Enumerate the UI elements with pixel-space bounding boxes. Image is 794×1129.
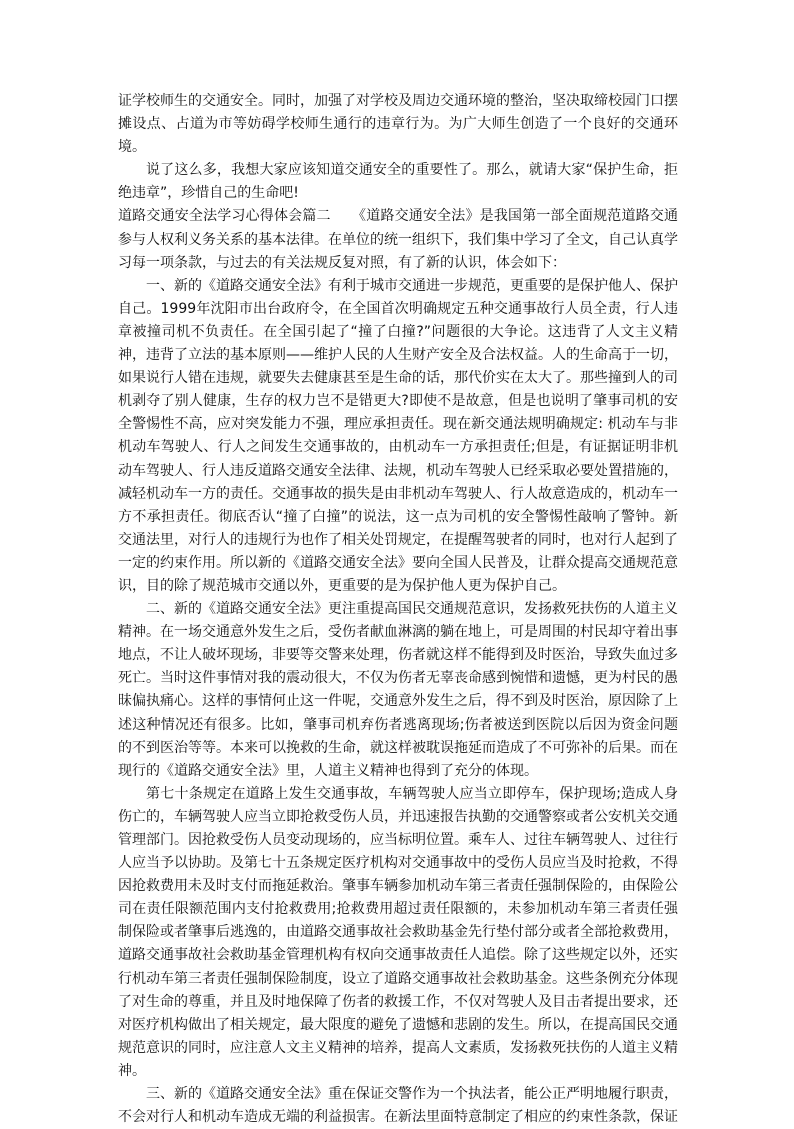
paragraph: 证学校师生的交通安全。同时，加强了对学校及周边交通环境的整治，坚决取缔校园门口摆摊设点、占道为市等妨碍学校师生通行的违章行为。为广大师生创造了一个良好的交通环境。: [118, 93, 678, 156]
paragraph: 二、新的《道路交通安全法》更注重提高国民交通规范意识，发扬救死扶伤的人道主义精神。在一场交通意外发生之后，受伤者献血淋漓的躺在地上，可是周围的村民却守着出事地点，不让人破坏现场，非要等交警来处理，伤者就这样不能得到及时医治，导致失血过多死亡。当时这件事情对我的震动很大，不仅为伤者无辜丧命感到惋惜和遗憾，更为村民的愚昧偏执痛心。这样的事情何止这一件呢，交通意外发生之后，得不到及时医治，原因除了上述这种情况还有很多。比如，肇事司机弃伤者逃离现场;伤者被送到医院以后因为资金问题的不到医治等等。本来可以挽救的生命，就这样被耽误拖延而造成了不可弥补的后果。而在现行的《道路交通安全法》里，人道主义精神也得到了充分的体现。: [118, 601, 678, 779]
paragraph: 说了这么多，我想大家应该知道交通安全的重要性了。那么，就请大家“保护生命，拒绝违章”，珍惜自己的生命吧!: [118, 162, 678, 202]
document-page: [118, 90, 678, 1129]
section-heading-paragraph: 道路交通安全法学习心得体会篇二 《道路交通安全法》是我国第一部全面规范道路交通参与人权利义务关系的基本法律。在单位的统一组织下，我们集中学习了全文，自己认真学习每一项条款，与过去的有关法规反复对照，有了新的认识，体会如下：: [118, 208, 678, 271]
paragraph: 第七十条规定在道路上发生交通事故，车辆驾驶人应当立即停车，保护现场;造成人身伤亡的，车辆驾驶人应当立即抢救受伤人员，并迅速报告执勤的交通警察或者公安机关交通管理部门。因抢救受伤人员变动现场的，应当标明位置。乘车人、过往车辆驾驶人、过往行人应当予以协助。及第七十五条规定医疗机构对交通事故中的受伤人员应当及时抢救，不得因抢救费用未及时支付而拖延救治。肇事车辆参加机动车第三者责任强制保险的，由保险公司在责任限额范围内支付抢救费用;抢救费用超过责任限额的，未参加机动车第三者责任强制保险或者肇事后逃逸的，由道路交通事故社会救助基金先行垫付部分或者全部抢救费用，道路交通事故社会救助基金管理机构有权向交通事故责任人追偿。除了这些规定以外，还实行机动车第三者责任强制保险制度，设立了道路交通事故社会救助基金。这些条例充分体现了对生命的尊重，并且及时地保障了伤者的救援工作，不仅对驾驶人及目击者提出要求，还对医疗机构做出了相关规定，最大限度的避免了遗憾和悲剧的发生。所以，在提高国民交通规范意识的同时，应注意人文主义精神的培养，提高人文素质，发扬救死扶伤的人道主义精神。: [118, 785, 678, 1079]
paragraph: 一、新的《道路交通安全法》有利于城市交通进一步规范，更重要的是保护他人、保护自己。1999年沈阳市出台政府令，在全国首次明确规定五种交通事故行人员全责，行人违章被撞司机不负责任。在全国引起了“撞了白撞?”问题很的大争论。这违背了人文主义精神，违背了立法的基本原则——维护人民的人生财产安全及合法权益。人的生命高于一切，如果说行人错在违规，就要失去健康甚至是生命的话，那代价实在太大了。那些撞到人的司机剥夺了别人健康，生存的权力岂不是错更大?即使不是故意，但是也说明了肇事司机的安全警惕性不高，应对突发能力不强，理应承担责任。现在新交通法规明确规定: 机动车与非机动车驾驶人、行人之间发生交通事故的，由机动车一方承担责任;但是，有证据证明非机动车驾驶人、行人违反道路交通安全法律、法规，机动车驾驶人已经采取必要处置措施的，减轻机动车一方的责任。交通事故的损失是由非机动车驾驶人、行人故意造成的，机动车一方不承担责任。彻底否认“撞了白撞”的说法，这一点为司机的安全警惕性敲响了警钟。新交通法里，对行人的违规行为也作了相关处罚规定，在提醒驾驶者的同时，也对行人起到了一定的约束作用。所以新的《道路交通安全法》要向全国人民普及，让群众提高交通规范意识，目的除了规范城市交通以外，更重要的是为保护他人更为保护自己。: [118, 277, 678, 594]
paragraph: 三、新的《道路交通安全法》重在保证交警作为一个执法者，能公正严明地履行职责，不会对行人和机动车造成无端的利益损害。在新法里面特意制定了相应的约束性条款，保证: [118, 1086, 678, 1126]
